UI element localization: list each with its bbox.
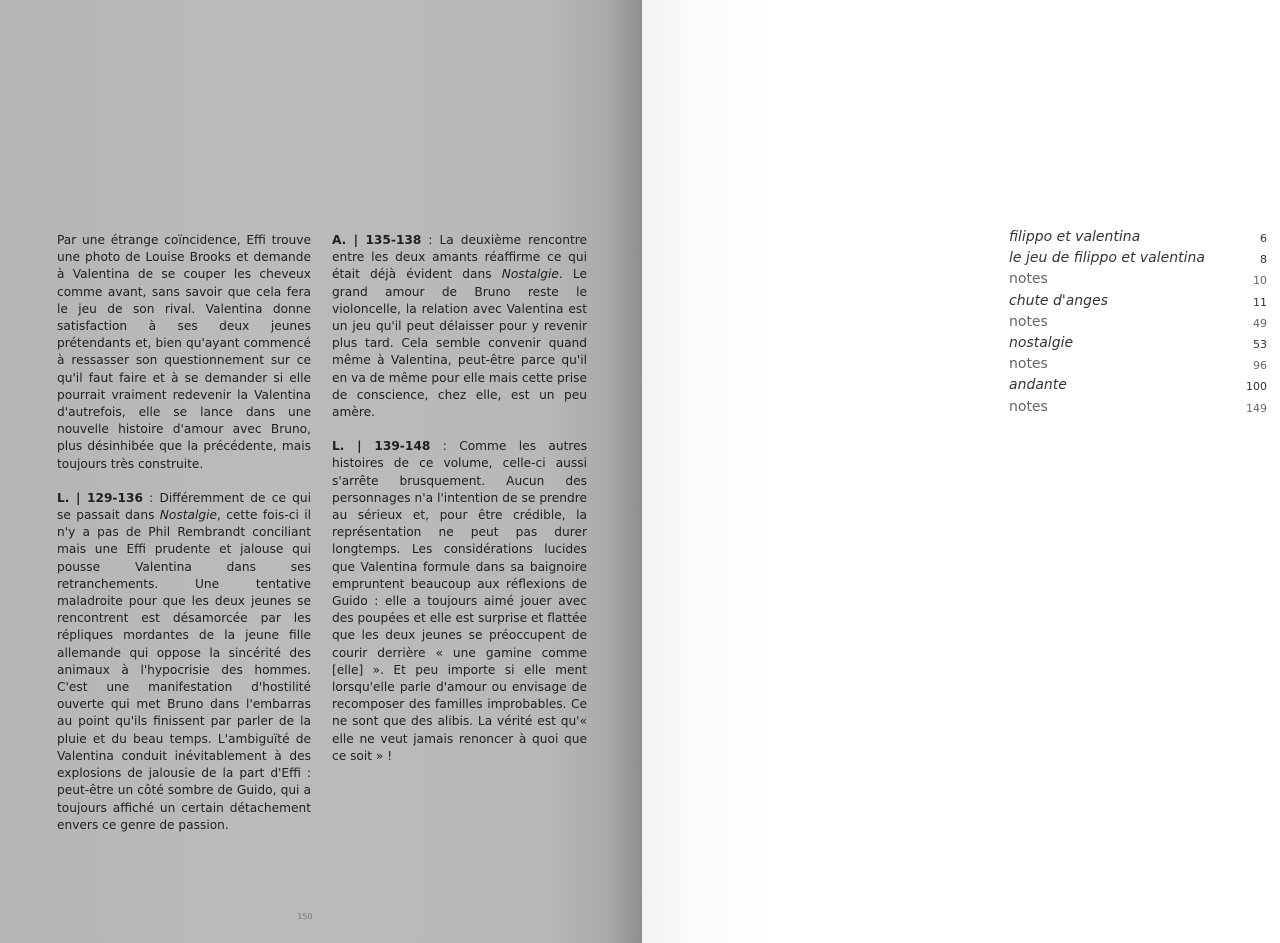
toc-entry[interactable] [1009,229,1269,250]
toc-entry[interactable] [1009,293,1269,314]
toc-page-number: 11 [1253,295,1267,309]
toc-title: nostalgie [1009,334,1074,351]
toc-entry[interactable] [1009,399,1269,420]
line-reference: A. | 135-138 [332,233,422,247]
paragraph [332,438,587,765]
toc-title: notes [1009,313,1048,330]
paragraph-text: : Comme les autres histoires de ce volume, celle-ci aussi s'arrête brusquement. Aucun des personnages n'a l'intention de se prendre au sérieux et, pour être crédible, la représentation ne peut pas durer longtemps. Les considérations lucides que Valentina formule dans sa baignoire empruntent beaucoup aux réflexions de Guido : elle a toujours aimé jouer avec des poupées et elle est surprise et flattée que les deux jeunes se préoccupent de courir derrière « une gamine comme [elle] ». Et peu importe si elle ment lorsqu'elle parle d'amour ou envisage de recomposer des familles improbables. Ce ne sont que des alibis. La vérité est qu'« elle ne veut jamais renoncer à quoi que ce soit » ! [332,439,587,763]
toc-title: notes [1009,271,1048,288]
paragraph [332,232,587,421]
film-title: Nostalgie [159,508,217,523]
toc-page-number: 49 [1253,316,1267,330]
toc-page-number: 6 [1260,232,1267,245]
text-column-2 [332,232,587,782]
toc-page-number: 149 [1246,401,1267,415]
paragraph [57,490,311,834]
toc-page-number: 53 [1253,337,1267,351]
paragraph-text: : La deuxième rencontre entre les deux amants réaffirme ce qui était déjà évident dans [332,233,587,282]
toc-page-number: 96 [1253,359,1267,373]
toc-entry[interactable] [1009,314,1269,335]
toc-entry[interactable] [1009,271,1269,292]
film-title: Nostalgie [501,267,559,282]
toc-page-number: 8 [1260,253,1267,267]
toc-title: le jeu de filippo et valentina [1009,250,1205,267]
toc-entry[interactable] [1009,335,1269,356]
paragraph-text: . Le grand amour de Bruno reste le violoncelle, la relation avec Valentina est un jeu qu'il peut délaisser pour y revenir plus tard. Cela semble convenir quand même à Valentina, peut-être parce qu'il en va de même pour elle mais cette prise de conscience, chez elle, est un peu amère. [332,267,588,420]
toc-title: chute d'anges [1009,292,1108,309]
line-reference: L. | 139-148 [332,439,431,454]
paragraph: Par une étrange coïncidence, Effi trouve une photo de Louise Brooks et demande à Valentina de se couper les cheveux comme avant, sans savoir que cela fera le jeu de son rival. Valentina donne satisfaction à ses deux jeunes prétendants et, bien qu'ayant commencé à ressasser son questionnement sur ce qu'il faut faire et à se demander si elle pourrait vraiment redevenir la Valentina d'autrefois, elle se lance dans une nouvelle histoire d'amour avec Bruno, plus désinhibée que la précédente, mais toujours très construite. [57,233,311,471]
toc-entry[interactable] [1009,377,1269,398]
toc-page-number: 100 [1246,380,1267,394]
right-page [642,0,1280,943]
toc-page-number: 10 [1253,274,1267,288]
page-number: 150 [297,912,313,921]
paragraph-text: : Différemment de ce qui se passait dans [57,490,311,523]
toc-entry[interactable] [1009,356,1269,377]
line-reference: L. | 129-136 [57,490,143,505]
toc-entry[interactable] [1009,250,1269,271]
toc-title: andante [1009,377,1067,394]
table-of-contents [1009,229,1269,420]
paragraph-text: , cette fois-ci il n'y a pas de Phil Rembrandt conciliant mais une Effi prudente et jalouse qui pousse Valentina dans ses retranchements. Une tentative maladroite pour que les deux jeunes se rencontrent est désamorcée par les répliques mordantes de la jeune fille allemande qui oppose la sincérité des animaux à l'hypocrisie des hommes. C'est une manifestation d'hostilité ouverte qui met Bruno dans l'embarras au point qu'ils finissent par parler de la pluie et du beau temps. L'ambiguïté de Valentina conduit inévitablement à des explosions de jalousie de la part d'Effi : peut-être un côté sombre de Guido, qui a toujours affiché un certain détachement envers ce genre de passion. [57,508,311,832]
toc-title: notes [1009,356,1048,373]
toc-title: filippo et valentina [1009,229,1141,245]
toc-title: notes [1009,398,1048,415]
text-column-1 [57,232,311,851]
